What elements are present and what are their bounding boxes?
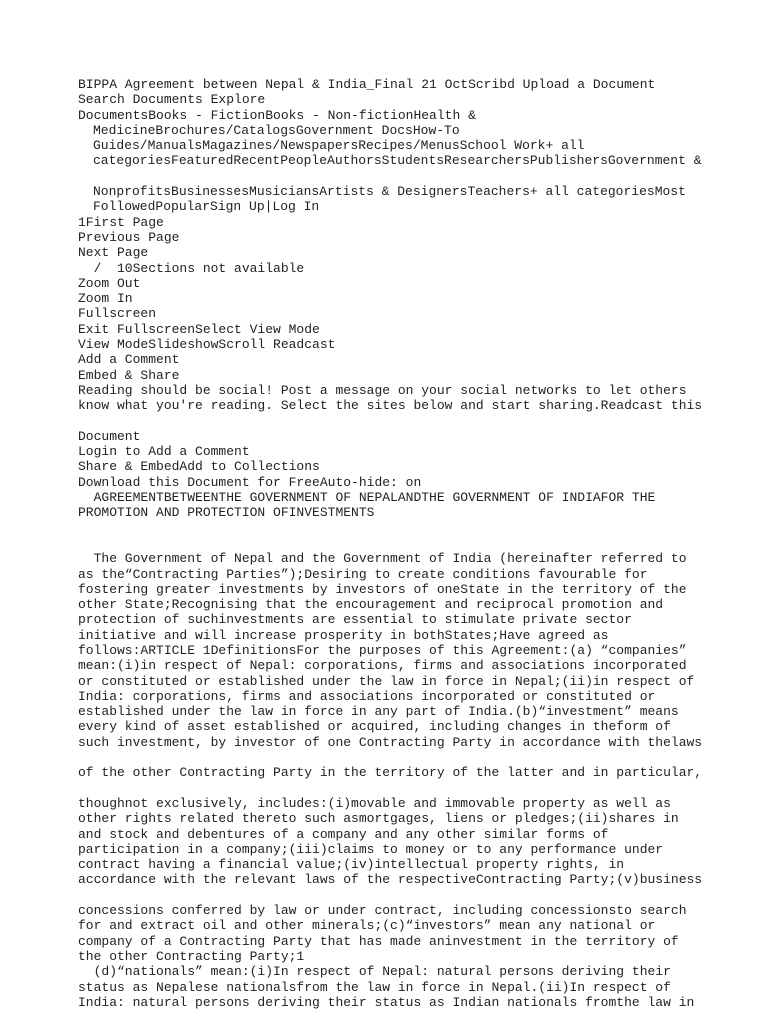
spacer bbox=[78, 414, 698, 429]
categories-line-3[interactable]: Guides/ManualsMagazines/NewspapersRecipes/MenusSchool Work+ all bbox=[93, 138, 585, 154]
spacer bbox=[78, 169, 698, 184]
share-embed-collections-link[interactable]: Share & EmbedAdd to Collections bbox=[78, 459, 320, 475]
download-document-link[interactable]: Download this Document for FreeAuto-hide: on bbox=[78, 474, 422, 490]
text-line: every kind of asset established or acquired, including changes in theform of bbox=[78, 719, 671, 735]
text-line: as the“Contracting Parties”);Desiring to create conditions favourable for bbox=[78, 566, 648, 582]
exit-fullscreen-button[interactable]: Exit FullscreenSelect View Mode bbox=[78, 321, 320, 337]
fullscreen-button[interactable]: Fullscreen bbox=[78, 306, 157, 322]
text-line: status as Nepalese nationalsfrom the law in force in Nepal.(ii)In respect of bbox=[78, 979, 671, 995]
add-comment-button[interactable]: Add a Comment bbox=[78, 352, 180, 368]
text-line: fostering greater investments by investors of oneState in the territory of the bbox=[78, 581, 687, 597]
spacer bbox=[78, 781, 698, 796]
text-line: accordance with the relevant laws of the respectiveContracting Party;(v)business bbox=[78, 872, 703, 888]
scribd-text-page bbox=[78, 77, 703, 1010]
text-line: thoughnot exclusively, includes:(i)movable and immovable property as well as bbox=[78, 795, 671, 811]
categories-line-1[interactable]: DocumentsBooks - FictionBooks - Non-fictionHealth & bbox=[78, 107, 476, 123]
spacer bbox=[78, 750, 698, 765]
first-page-button[interactable]: 1First Page bbox=[78, 214, 164, 230]
text-line: participation in a company;(iii)claims to money or to any performance under bbox=[78, 841, 664, 857]
text-line: company of a Contracting Party that has made aninvestment in the territory of bbox=[78, 933, 679, 949]
text-line: the other Contracting Party;1 bbox=[78, 948, 305, 964]
login-comment-link[interactable]: Login to Add a Comment bbox=[78, 444, 250, 460]
categories-line-2[interactable]: MedicineBrochures/CatalogsGovernment DocsHow-To bbox=[93, 122, 460, 138]
document-paragraph-2: of the other Contracting Party in the territory of the latter and in particular, bbox=[78, 765, 703, 781]
text-line: (d)“nationals” mean:(i)In respect of Nepal: natural persons deriving their bbox=[78, 964, 671, 980]
text-line: other rights related thereto such asmortgages, liens or pledges;(ii)shares in bbox=[78, 811, 679, 827]
text-line: protection of suchinvestments are essential to stimulate private sector bbox=[78, 612, 632, 628]
document-title-line-2: PROMOTION AND PROTECTION OFINVESTMENTS bbox=[78, 505, 375, 521]
page-count-label: / 10Sections not available bbox=[78, 260, 305, 276]
sign-up-log-in-link[interactable]: FollowedPopularSign Up|Log In bbox=[93, 199, 320, 215]
categories-line-4[interactable]: categoriesFeaturedRecentPeopleAuthorsStudentsResearchersPublishersGovernment & bbox=[93, 153, 702, 169]
document-title-line-1: AGREEMENTBETWEENTHE GOVERNMENT OF NEPALANDTHE GOVERNMENT OF INDIAFOR THE bbox=[78, 490, 656, 506]
header-search-explore-link[interactable]: Search Documents Explore bbox=[78, 92, 266, 108]
spacer bbox=[78, 888, 698, 903]
text-line: India: corporations, firms and associations incorporated or constituted or bbox=[78, 688, 656, 704]
spacer bbox=[78, 536, 698, 551]
document-paragraph-1 bbox=[78, 551, 703, 750]
view-mode-selector[interactable]: View ModeSlideshowScroll Readcast bbox=[78, 337, 336, 353]
text-line: and stock and debentures of a company and any other similar forms of bbox=[78, 826, 609, 842]
text-line: contract having a financial value;(iv)intellectual property rights, in bbox=[78, 857, 625, 873]
text-line: The Government of Nepal and the Government of India (hereinafter referred to bbox=[78, 551, 687, 567]
text-line: concessions conferred by law or under contract, including concessionsto search bbox=[78, 903, 687, 919]
text-line: established under the law in force in any part of India.(b)“investment” means bbox=[78, 704, 679, 720]
social-message-line-1: Reading should be social! Post a message on your social networks to let others bbox=[78, 382, 687, 398]
text-line: for and extract oil and other minerals;(c)“investors” mean any national or bbox=[78, 918, 656, 934]
social-message-line-2: know what you're reading. Select the sites below and start sharing.Readcast this bbox=[78, 398, 703, 414]
document-paragraph-3 bbox=[78, 795, 703, 888]
text-line: or constituted or established under the law in force in Nepal;(ii)in respect of bbox=[78, 673, 695, 689]
zoom-out-button[interactable]: Zoom Out bbox=[78, 275, 141, 291]
spacer bbox=[78, 521, 698, 536]
next-page-button[interactable]: Next Page bbox=[78, 245, 149, 261]
zoom-in-button[interactable]: Zoom In bbox=[78, 291, 133, 307]
embed-share-button[interactable]: Embed & Share bbox=[78, 367, 180, 383]
categories-line-5[interactable]: NonprofitsBusinessesMusiciansArtists & DesignersTeachers+ all categoriesMost bbox=[93, 184, 686, 200]
readcast-document-link[interactable]: Document bbox=[78, 428, 141, 444]
text-line: initiative and will increase prosperity in bothStates;Have agreed as bbox=[78, 627, 609, 643]
header-title-upload-link[interactable]: BIPPA Agreement between Nepal & India_Final 21 OctScribd Upload a Document bbox=[78, 77, 656, 92]
text-line: India: natural persons deriving their status as Indian nationals fromthe law in bbox=[78, 994, 695, 1010]
previous-page-button[interactable]: Previous Page bbox=[78, 229, 180, 245]
text-line: such investment, by investor of one Contracting Party in accordance with thelaws bbox=[78, 734, 703, 750]
text-line: other State;Recognising that the encouragement and reciprocal promotion and bbox=[78, 597, 664, 613]
document-paragraph-4 bbox=[78, 903, 698, 1010]
text-line: follows:ARTICLE 1DefinitionsFor the purposes of this Agreement:(a) “companies” bbox=[78, 642, 687, 658]
text-line: mean:(i)in respect of Nepal: corporations, firms and associations incorporated bbox=[78, 658, 687, 674]
